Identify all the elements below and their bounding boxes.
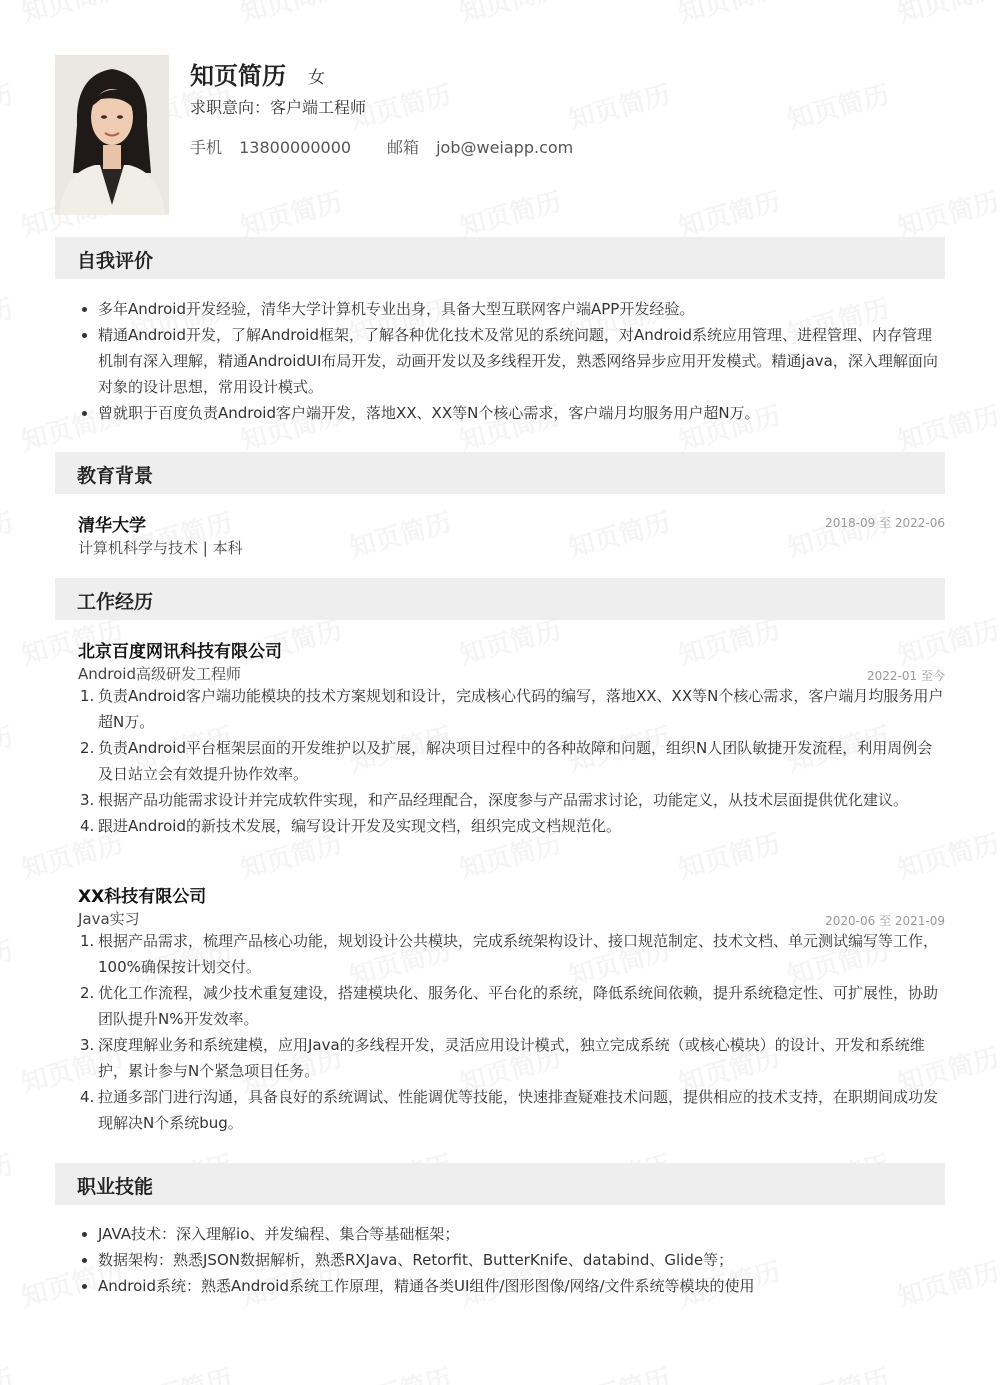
list-item: 多年Android开发经验，清华大学计算机专业出身，具备大型互联网客户端APP开发经验。 [78, 296, 946, 322]
job-duties-list [78, 683, 946, 839]
list-item: 曾就职于百度负责Android客户端开发，落地XX、XX等N个核心需求，客户端月均服务用户超N万。 [78, 400, 946, 426]
list-item: 2. 负责Android平台框架层面的开发维护以及扩展，解决项目过程中的各种故障和问题，组织N人团队敏捷开发流程，利用周例会及日站立会有效提升协作效率。 [80, 739, 933, 783]
email-value: job@weiapp.com [436, 138, 574, 157]
section-title: 工作经历 [77, 591, 154, 613]
list-item: 4. 跟进Android的新技术发展，编写设计开发及实现文档，组织完成文档规范化。 [80, 817, 621, 835]
list-item: 4. 拉通多部门进行沟通，具备良好的系统调试、性能调优等技能，快速排查疑难技术问题，提供相应的技术支持，在职期间成功发现解决N个系统bug。 [80, 1088, 939, 1132]
portrait-image [55, 55, 169, 215]
list-item: 精通Android开发，了解Android框架，了解各种优化技术及常见的系统问题，对Android系统应用管理、进程管理、内存管理机制有深入理解，精通AndroidUI布局开发，动画开发以及多线程开发，熟悉网络异步应用开发模式。精通java，深入理解面向对象的设计思想，常用设计模式。 [78, 322, 946, 400]
profile-photo [55, 55, 169, 215]
list-item: JAVA技术：深入理解io、并发编程、集合等基础框架； [78, 1221, 946, 1247]
list-item: 1. 负责Android客户端功能模块的技术方案规划和设计，完成核心代码的编写，落地XX、XX等N个核心需求，客户端月均服务用户超N万。 [80, 687, 944, 731]
job-role: Java实习 [78, 910, 140, 928]
phone-value: 13800000000 [239, 138, 352, 157]
list-item: 1. 根据产品需求，梳理产品核心功能，规划设计公共模块，完成系统架构设计、接口规范制定、技术文档、单元测试编写等工作，100%确保按计划交付。 [80, 932, 939, 976]
candidate-gender: 女 [308, 68, 325, 88]
phone-label: 手机 [190, 138, 223, 157]
section-education [55, 452, 945, 494]
email-contact [387, 135, 573, 158]
section-title: 教育背景 [77, 465, 154, 487]
email-label: 邮箱 [387, 138, 420, 157]
company-name: 北京百度网讯科技有限公司 [78, 642, 282, 662]
list-item: 3. 根据产品功能需求设计并完成软件实现，和产品经理配合，深度参与产品需求讨论，功能定义，从技术层面提供优化建议。 [80, 791, 909, 809]
section-skills [55, 1163, 945, 1205]
self-eval-list [78, 296, 946, 426]
job-date: 2020-06 至 2021-09 [825, 914, 945, 928]
list-item: 3. 深度理解业务和系统建模，应用Java的多线程开发，灵活应用设计模式，独立完成系统（或核心模块）的设计、开发和系统维护，累计参与N个紧急项目任务。 [80, 1036, 925, 1080]
list-item: Android系统：熟悉Android系统工作原理，精通各类UI组件/图形图像/网络/文件系统等模块的使用 [78, 1273, 946, 1299]
job-role: Android高级研发工程师 [78, 665, 241, 683]
job-duties-list [78, 928, 946, 1136]
job-date: 2022-01 至今 [867, 669, 945, 683]
job-intent: 求职意向：客户端工程师 [190, 98, 367, 117]
skills-list [78, 1221, 946, 1299]
section-work [55, 578, 945, 620]
section-title: 自我评价 [77, 250, 154, 272]
list-item: 2. 优化工作流程，减少技术重复建设，搭建模块化、服务化、平台化的系统，降低系统间依赖，提升系统稳定性、可扩展性，协助团队提升N%开发效率。 [80, 984, 939, 1028]
candidate-name: 知页简历 [190, 62, 286, 90]
company-name: XX科技有限公司 [78, 887, 207, 907]
education-detail: 计算机科学与技术 | 本科 [78, 539, 243, 557]
school-name: 清华大学 [78, 516, 146, 536]
education-date: 2018-09 至 2022-06 [825, 516, 945, 530]
section-title: 职业技能 [77, 1176, 154, 1198]
section-self-eval [55, 237, 945, 279]
phone-contact [190, 135, 351, 158]
list-item: 数据架构：熟悉JSON数据解析，熟悉RXJava、Retorfit、ButterKnife、databind、Glide等； [78, 1247, 946, 1273]
